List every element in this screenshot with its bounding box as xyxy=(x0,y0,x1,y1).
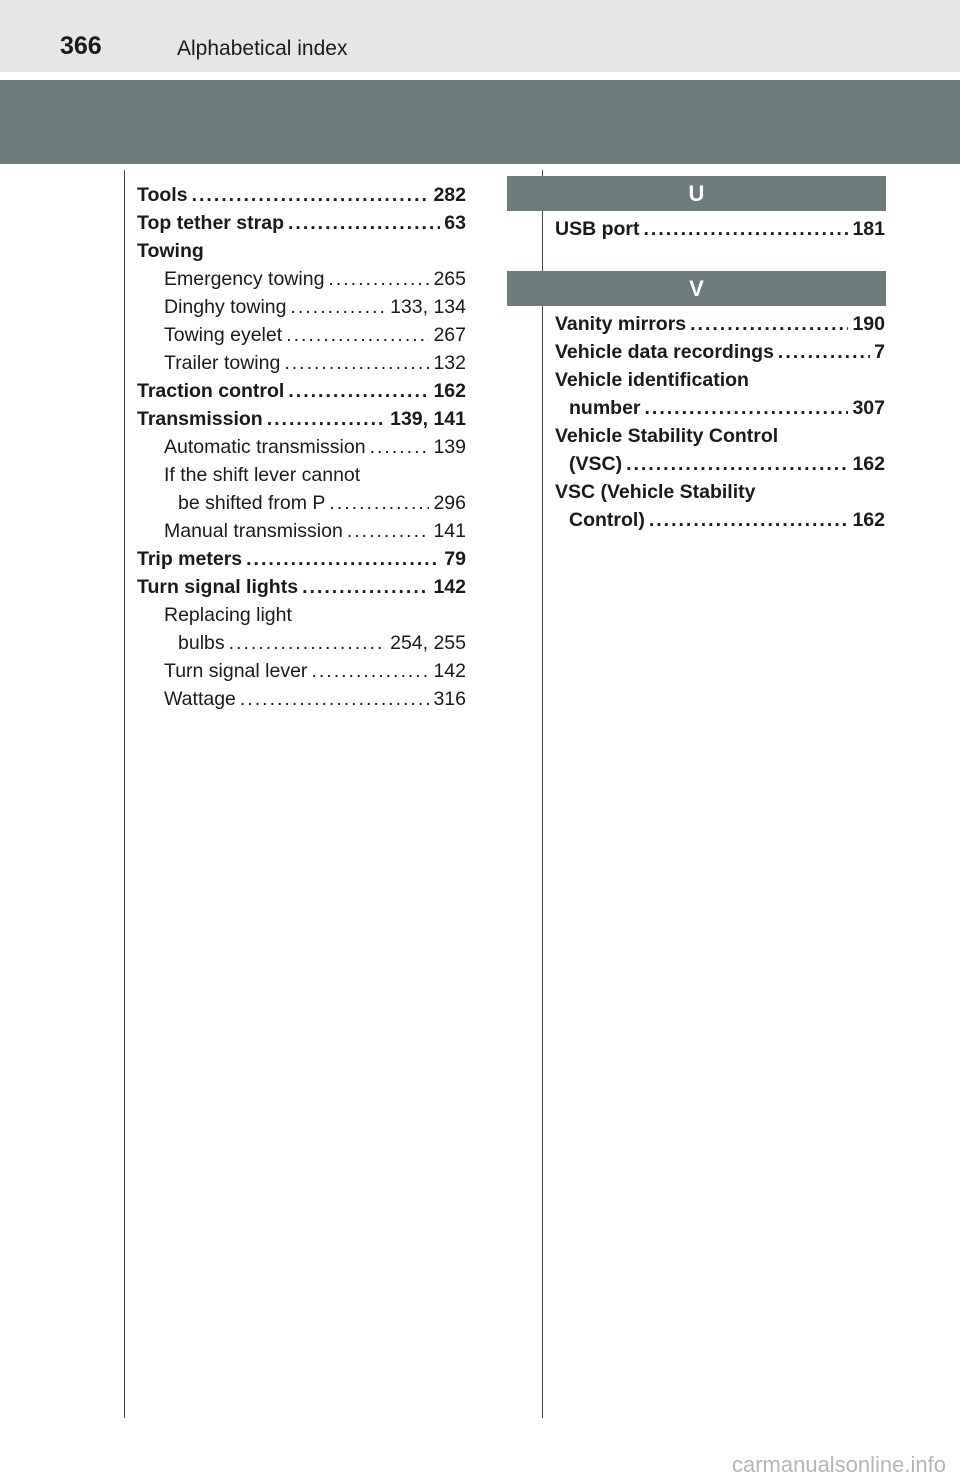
index-entry-page[interactable]: 267 xyxy=(433,324,466,346)
index-entry xyxy=(137,573,466,601)
dot-leader xyxy=(347,517,430,545)
index-entry xyxy=(137,545,466,573)
index-entry-page[interactable]: 265 xyxy=(433,268,466,290)
index-entry xyxy=(555,478,885,506)
index-column-left xyxy=(137,181,466,713)
index-entry xyxy=(137,181,466,209)
index-entry-term: Manual transmission xyxy=(164,520,343,542)
index-entry-page[interactable]: 139, 141 xyxy=(390,408,466,430)
index-entry-page[interactable]: 190 xyxy=(852,313,885,335)
dot-leader xyxy=(778,338,870,366)
dot-leader xyxy=(649,506,849,534)
index-entry-page[interactable]: 296 xyxy=(433,492,466,514)
column-divider-middle xyxy=(542,170,543,1418)
index-entry-page[interactable]: 316 xyxy=(433,688,466,710)
index-entry-term: Turn signal lever xyxy=(164,660,308,682)
index-entry xyxy=(137,209,466,237)
page-header-bar xyxy=(0,0,960,72)
index-entry xyxy=(137,237,466,265)
index-entry xyxy=(555,338,885,366)
index-entry-term: Vanity mirrors xyxy=(555,313,687,335)
index-entry xyxy=(137,433,466,461)
dot-leader xyxy=(302,573,429,601)
index-entry xyxy=(555,310,885,338)
index-entry-term: Tools xyxy=(137,184,188,206)
index-entry xyxy=(137,489,466,517)
index-entry xyxy=(137,601,466,629)
dot-leader xyxy=(311,657,429,685)
index-entry-term: If the shift lever cannot xyxy=(164,464,361,486)
index-entry xyxy=(555,394,885,422)
index-entry-page[interactable]: 162 xyxy=(852,509,885,531)
index-entry-page[interactable]: 139 xyxy=(433,436,466,458)
index-entry-page[interactable]: 141 xyxy=(433,520,466,542)
index-entry-term: Replacing light xyxy=(164,604,292,626)
index-entry-term: Top tether strap xyxy=(137,212,284,234)
dot-leader xyxy=(284,349,429,377)
index-entry xyxy=(137,685,466,713)
watermark: carmanualsonline.info xyxy=(731,1452,946,1477)
dot-leader xyxy=(290,293,386,321)
index-entry-page[interactable]: 307 xyxy=(852,397,885,419)
index-entry-term: Emergency towing xyxy=(164,268,325,290)
dot-leader xyxy=(246,545,440,573)
index-entry xyxy=(137,461,466,489)
index-entry-term: VSC (Vehicle Stability xyxy=(555,481,756,503)
dot-leader xyxy=(267,405,386,433)
index-entry-term: Traction control xyxy=(137,380,285,402)
index-entry-page[interactable]: 142 xyxy=(433,576,466,598)
index-entry-term: Towing xyxy=(137,240,204,262)
index-entry-term: Vehicle Stability Control xyxy=(555,425,779,447)
index-entry-page[interactable]: 7 xyxy=(874,341,885,363)
dot-leader xyxy=(370,433,430,461)
index-entry-term: Transmission xyxy=(137,408,263,430)
dot-leader xyxy=(288,377,429,405)
page-title: Alphabetical index xyxy=(177,37,348,60)
dot-leader xyxy=(286,321,429,349)
letter-header-v: V xyxy=(507,271,886,306)
index-entry-term: Vehicle data recordings xyxy=(555,341,774,363)
index-entry-page[interactable]: 63 xyxy=(444,212,466,234)
dot-leader xyxy=(644,215,849,243)
index-entry-term: Turn signal lights xyxy=(137,576,299,598)
dot-leader xyxy=(229,629,386,657)
index-entry xyxy=(137,321,466,349)
index-entry-page[interactable]: 282 xyxy=(433,184,466,206)
index-section-v xyxy=(555,310,885,534)
index-entry-page[interactable]: 162 xyxy=(433,380,466,402)
dot-leader xyxy=(192,181,430,209)
index-entry-term: Automatic transmission xyxy=(164,436,366,458)
index-entry-page[interactable]: 79 xyxy=(444,548,466,570)
dot-leader xyxy=(240,685,430,713)
dot-leader xyxy=(328,265,429,293)
index-entry xyxy=(555,506,885,534)
index-entry-page[interactable]: 162 xyxy=(852,453,885,475)
index-entry xyxy=(137,629,466,657)
index-entry-term: Control) xyxy=(569,509,645,531)
header-band xyxy=(0,80,960,164)
index-entry-page[interactable]: 142 xyxy=(433,660,466,682)
dot-leader xyxy=(329,489,429,517)
dot-leader xyxy=(288,209,440,237)
index-entry-term: Trip meters xyxy=(137,548,243,570)
index-entry xyxy=(555,215,885,243)
index-entry xyxy=(137,349,466,377)
index-entry-page[interactable]: 133, 134 xyxy=(390,296,466,318)
index-entry-page[interactable]: 132 xyxy=(433,352,466,374)
letter-header-u: U xyxy=(507,176,886,211)
index-entry-term: Vehicle identification xyxy=(555,369,749,391)
index-entry-term: Towing eyelet xyxy=(164,324,283,346)
index-entry-term: USB port xyxy=(555,218,640,240)
index-entry xyxy=(137,517,466,545)
index-entry xyxy=(555,366,885,394)
page-number: 366 xyxy=(60,32,102,60)
index-entry-term: be shifted from P xyxy=(178,492,326,514)
index-entry-term: (VSC) xyxy=(569,453,623,475)
dot-leader xyxy=(645,394,849,422)
index-entry xyxy=(137,657,466,685)
index-entry-term: Trailer towing xyxy=(164,352,281,374)
index-entry xyxy=(555,422,885,450)
index-entry xyxy=(137,377,466,405)
index-entry xyxy=(137,405,466,433)
index-entry-term: number xyxy=(569,397,641,419)
dot-leader xyxy=(690,310,848,338)
index-entry-term: Wattage xyxy=(164,688,236,710)
index-entry-page[interactable]: 181 xyxy=(852,218,885,240)
index-entry-page[interactable]: 254, 255 xyxy=(390,632,466,654)
index-section-u xyxy=(555,215,885,243)
index-entry-term: bulbs xyxy=(178,632,225,654)
index-entry-term: Dinghy towing xyxy=(164,296,287,318)
column-divider-left xyxy=(124,170,125,1418)
dot-leader xyxy=(626,450,848,478)
index-entry xyxy=(137,293,466,321)
index-entry xyxy=(137,265,466,293)
index-entry xyxy=(555,450,885,478)
